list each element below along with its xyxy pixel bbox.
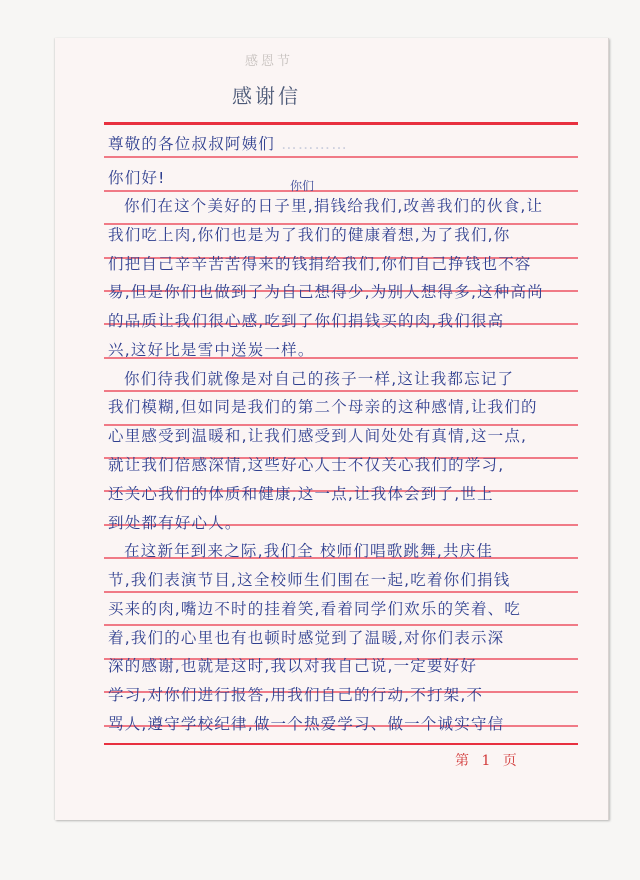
greeting: 你们好!: [108, 169, 166, 187]
body-line: 在这新年到来之际,我们全 校师们唱歌跳舞,共庆佳: [124, 542, 494, 560]
body-line: 到处都有好心人。: [108, 514, 242, 532]
body-line: 就让我们倍感深情,这些好心人士不仅关心我们的学习,: [108, 456, 505, 474]
body-line: 们把自己辛辛苦苦得来的钱捐给我们,你们自己挣钱也不容: [108, 255, 532, 273]
body-line: 兴,这好比是雪中送炭一样。: [108, 341, 315, 359]
body-line: 还关心我们的体质和健康,这一点,让我体会到了,世上: [108, 485, 494, 503]
body-line: 的品质让我们很心感,吃到了你们捐钱买的肉,我们很高: [108, 312, 505, 330]
body-line: 心里感受到温暖和,让我们感受到人间处处有真情,这一点,: [108, 427, 528, 445]
page-number: 第 1 页: [455, 753, 521, 769]
body-line: 我们模糊,但如同是我们的第二个母亲的这种感情,让我们的: [108, 398, 538, 416]
body-line: 买来的肉,嘴边不时的挂着笑,看着同学们欢乐的笑着、吃: [108, 600, 522, 618]
salutation-line: [108, 132, 578, 156]
body-line: 着,我们的心里也有也顿时感觉到了温暖,对你们表示深: [108, 629, 505, 647]
footer-rule: [104, 743, 578, 745]
salutation-smudge: …………: [281, 135, 348, 153]
ruled-line: [104, 122, 578, 125]
letter-title: 感谢信: [232, 84, 301, 108]
body-line: 你们待我们就像是对自己的孩子一样,这让我都忘记了: [124, 370, 515, 388]
body-line: 我们吃上肉,你们也是为了我们的健康着想,为了我们,你: [108, 226, 511, 244]
body-line: 骂人,遵守学校纪律,做一个热爱学习、做一个诚实守信: [108, 715, 505, 733]
body-line: 节,我们表演节目,这全校师生们围在一起,吃着你们捐钱: [108, 571, 511, 589]
body-line: 深的感谢,也就是这时,我以对我自己说,一定要好好: [108, 657, 478, 675]
header-stamp: 感恩节: [245, 54, 294, 69]
body-line: 易,但是你们也做到了为自己想得少,为别人想得多,这种高尚: [108, 283, 544, 301]
salutation: 尊敬的各位叔叔阿姨们: [108, 135, 276, 153]
body-line: 你们在这个美好的日子里,捐钱给我们,改善我们的伙食,让: [124, 197, 544, 215]
inserted-word: 你们: [290, 179, 315, 193]
ruled-line: [104, 156, 578, 158]
ruled-line: [104, 190, 578, 192]
body-line: 学习,对你们进行报答,用我们自己的行动,不打架,不: [108, 686, 484, 704]
